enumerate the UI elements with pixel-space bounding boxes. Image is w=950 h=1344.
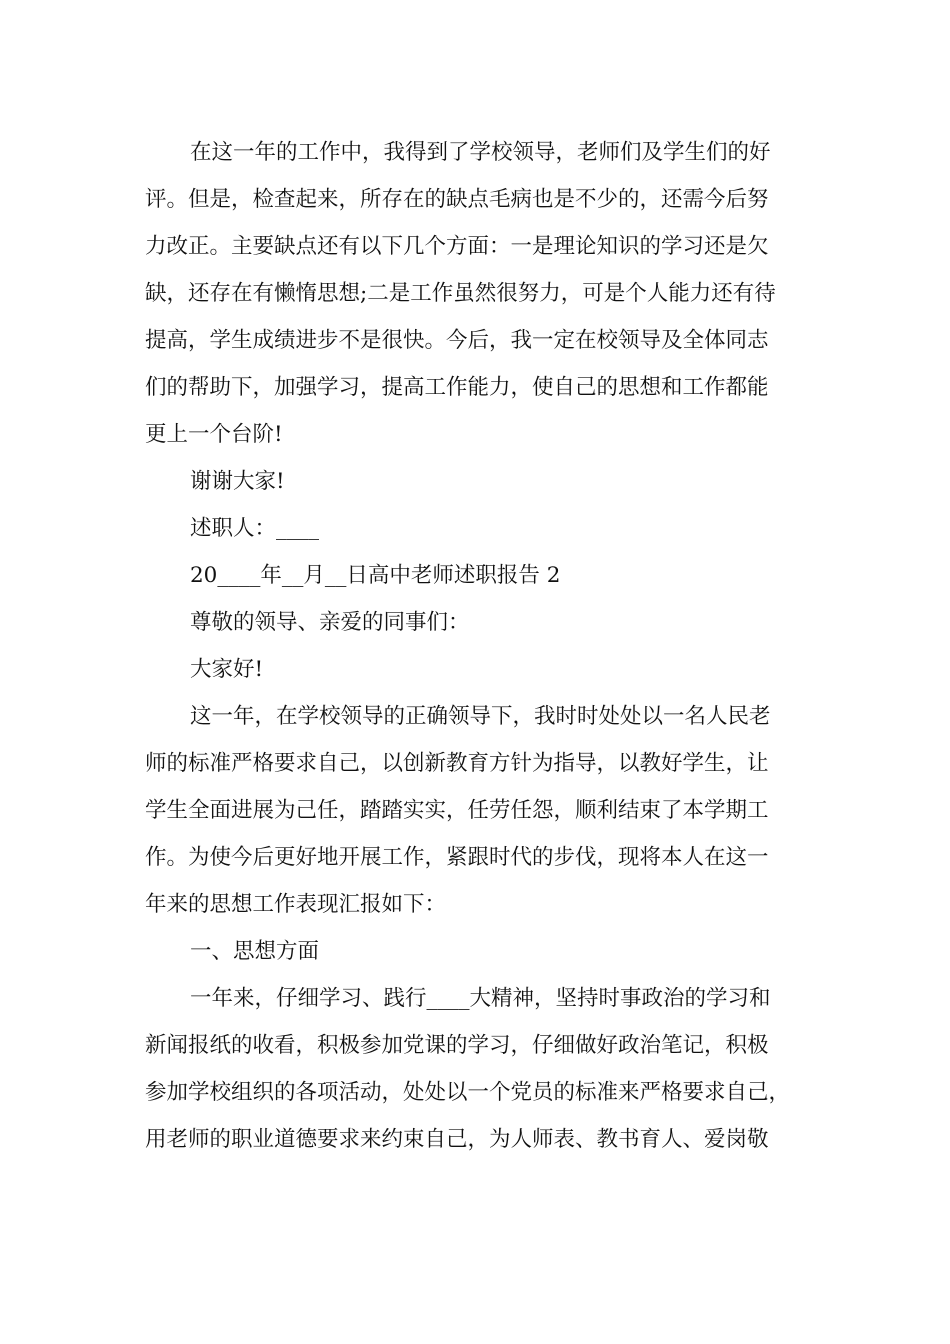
text-line: 学生全面进展为己任，踏踏实实，任劳任怨，顺利结束了本学期工	[145, 798, 769, 823]
paragraph-thanks	[145, 458, 825, 505]
text-line: 缺，还存在有懒惰思想;二是工作虽然很努力，可是个人能力还有待	[145, 281, 776, 306]
paragraph-ideology	[145, 975, 825, 1163]
text-line: 谢谢大家!	[190, 469, 285, 494]
text-line: 新闻报纸的收看，积极参加党课的学习，仔细做好政治笔记，积极	[145, 1033, 769, 1058]
text-line: 们的帮助下，加强学习，提高工作能力，使自己的思想和工作都能	[145, 375, 769, 400]
section-title: 20____年__月__日高中老师述职报告 2	[190, 563, 561, 588]
text-line: 力改正。主要缺点还有以下几个方面：一是理论知识的学习还是欠	[145, 234, 769, 259]
text-line: 在这一年的工作中，我得到了学校领导，老师们及学生们的好	[190, 140, 771, 165]
text-line: 大家好!	[190, 657, 264, 682]
document-body	[145, 129, 825, 1163]
text-line: 师的标准严格要求自己，以创新教育方针为指导，以教好学生，让	[145, 751, 769, 776]
text-line: 作。为使今后更好地开展工作，紧跟时代的步伐，现将本人在这一	[145, 845, 769, 870]
text-line: 尊敬的领导、亲爱的同事们：	[190, 610, 470, 635]
text-line: 参加学校组织的各项活动，处处以一个党员的标准来严格要求自己，	[145, 1080, 791, 1105]
paragraph-intro	[145, 693, 825, 928]
paragraph-greeting	[145, 646, 825, 693]
paragraph-salutation	[145, 599, 825, 646]
paragraph-date-title	[145, 552, 825, 599]
text-line: 更上一个台阶!	[145, 422, 283, 447]
text-line: 这一年，在学校领导的正确领导下，我时时处处以一名人民老	[190, 704, 771, 729]
paragraph-heading-ideology	[145, 928, 825, 975]
text-line: 评。但是，检查起来，所存在的缺点毛病也是不少的，还需今后努	[145, 187, 769, 212]
text-line: 年来的思想工作表现汇报如下：	[145, 892, 447, 917]
text-line: 用老师的职业道德要求来约束自己，为人师表、教书育人、爱岗敬	[145, 1127, 769, 1152]
section-heading: 一、思想方面	[190, 939, 320, 964]
paragraph-signature	[145, 505, 825, 552]
text-line: 提高，学生成绩进步不是很快。今后，我一定在校领导及全体同志	[145, 328, 769, 353]
text-line: 述职人：____	[190, 516, 320, 541]
paragraph-self-assessment	[145, 129, 825, 458]
text-line: 一年来，仔细学习、践行____大精神，坚持时事政治的学习和	[190, 986, 771, 1011]
